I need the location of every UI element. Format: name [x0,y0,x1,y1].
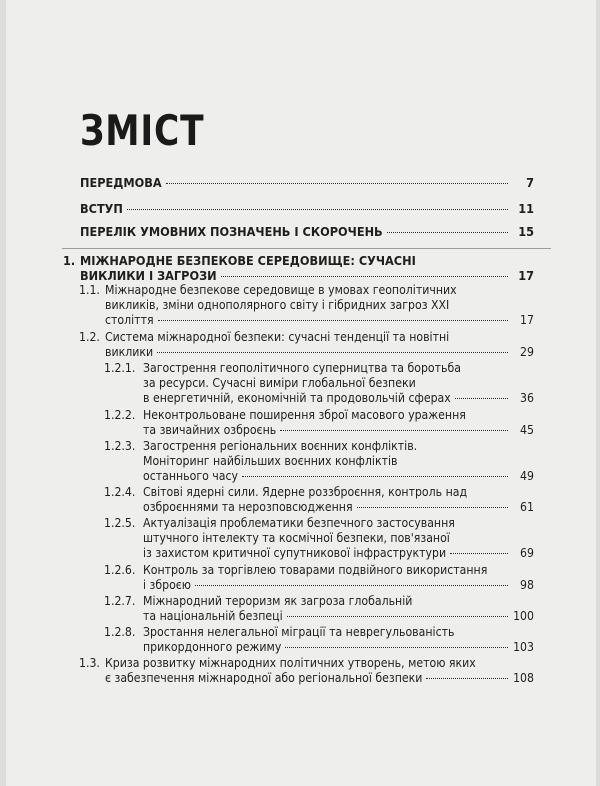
toc-entry-title-line: Контроль за торгівлею товарами подвійного використання [143,563,488,577]
dot-leader [157,351,508,353]
dot-leader [280,429,508,431]
toc-entry-title-line: Моніторинг найбільших воєнних конфліктів [143,454,398,468]
toc-entry-title-line: та національній безпеці [143,609,283,623]
toc-entry-title-line: Неконтрольоване поширення зброї масового ураження [143,408,466,422]
toc-entry-title-line: Міжнародний тероризм як загроза глобальній [143,594,413,608]
toc-page-number: 98 [520,578,534,592]
dot-leader [285,646,508,648]
toc-entry-number: 1.2.7. [104,594,136,608]
toc-entry-number: 1.2.8. [104,625,136,639]
toc-entry-number: 1.3. [79,656,100,670]
dot-leader [287,615,508,617]
dot-leader [450,552,508,554]
toc-entry-title-line: останнього часу [143,469,239,483]
toc-entry-title-line: за ресурси. Сучасні виміри глобальної безпеки [143,376,416,390]
toc-entry-title-line: Міжнародне безпекове середовище в умовах геополітичних [105,283,457,297]
toc-entry-title-line: Система міжнародної безпеки: сучасні тенденції та новітні [105,330,450,344]
toc-entry-number: 1.2. [79,330,100,344]
toc-page-number: 103 [513,640,534,654]
toc-page-number: 69 [520,546,534,560]
toc-page-number: 36 [520,391,534,405]
toc-entry-title-line: ПЕРЕЛІК УМОВНИХ ПОЗНАЧЕНЬ І СКОРОЧЕНЬ [80,224,383,239]
dot-leader [455,397,508,399]
toc-entry-title-line: Актуалізація проблематики безпечного застосування [143,516,455,530]
toc-entry-title-line: ПЕРЕДМОВА [80,175,162,190]
toc-entry-title-line: викликів, зміни однополярного світу і гібридних загроз ХХІ [105,298,450,312]
toc-entry-title-line: прикордонного режиму [143,640,282,654]
toc-page-number: 49 [520,469,534,483]
dot-leader [426,677,508,679]
toc-page-number: 29 [520,345,534,359]
toc-page-number: 15 [518,224,534,239]
toc-entry-number: 1. [63,253,76,268]
toc-entry-title-line: Криза розвитку міжнародних політичних утворень, метою яких [105,656,476,670]
toc-entry-title-line: із захистом критичної супутникової інфраструктури [143,546,447,560]
dot-leader [357,506,508,508]
toc-page-number: 108 [513,671,534,685]
toc-entry-title-line: і зброєю [143,578,192,592]
toc-page-number: 7 [526,175,534,190]
dot-leader [195,584,508,586]
toc-entry-number: 1.2.1. [104,361,136,375]
dot-leader [158,319,508,321]
toc-entry-title-line: ВСТУП [80,201,123,216]
page-title: ЗМІСТ [80,106,205,155]
toc-entry-title-line: Загострення геополітичного суперництва та боротьба [143,361,461,375]
toc-entry-title-line: Зростання нелегальної міграції та неврегульованість [143,625,455,639]
toc-entry-number: 1.2.3. [104,439,136,453]
toc-page-number: 11 [518,201,534,216]
dot-leader [221,275,508,277]
toc-entry-title-line: Світові ядерні сили. Ядерне роззброєння, контроль над [143,485,468,499]
toc-entry-title-line: виклики [105,345,154,359]
toc-entry-number: 1.2.6. [104,563,136,577]
dot-leader [242,475,508,477]
toc-entry-number: 1.2.5. [104,516,136,530]
dot-leader [127,208,508,210]
toc-entry-title-line: ВИКЛИКИ І ЗАГРОЗИ [80,268,217,283]
dot-leader [166,182,508,184]
toc-entry-number: 1.2.2. [104,408,136,422]
toc-entry-number: 1.2.4. [104,485,136,499]
toc-entry-title-line: МІЖНАРОДНЕ БЕЗПЕКОВЕ СЕРЕДОВИЩЕ: СУЧАСНІ [80,253,416,268]
toc-entry-title-line: Загострення регіональних воєнних конфліктів. [143,439,418,453]
toc-page-number: 45 [520,423,534,437]
toc-page-number: 17 [520,313,534,327]
toc-entry-title-line: в енергетичній, економічній та продовольчій сферах [143,391,451,405]
toc-entry-title-line: озброєннями та нерозповсюдження [143,500,353,514]
toc-entry-title-line: століття [105,313,154,327]
toc-page-number: 61 [520,500,534,514]
book-page [6,0,596,786]
toc-entry-title-line: штучного інтелекту та космічної безпеки, пов'язаної [143,531,450,545]
toc-page-number: 100 [513,609,534,623]
dot-leader [387,231,508,233]
toc-entry-title-line: та звичайних озброєнь [143,423,277,437]
toc-entry-number: 1.1. [79,283,100,297]
table-of-contents [6,0,596,786]
toc-entry-title-line: є забезпечення міжнародної або регіональної безпеки [105,671,423,685]
toc-page-number: 17 [518,268,534,283]
